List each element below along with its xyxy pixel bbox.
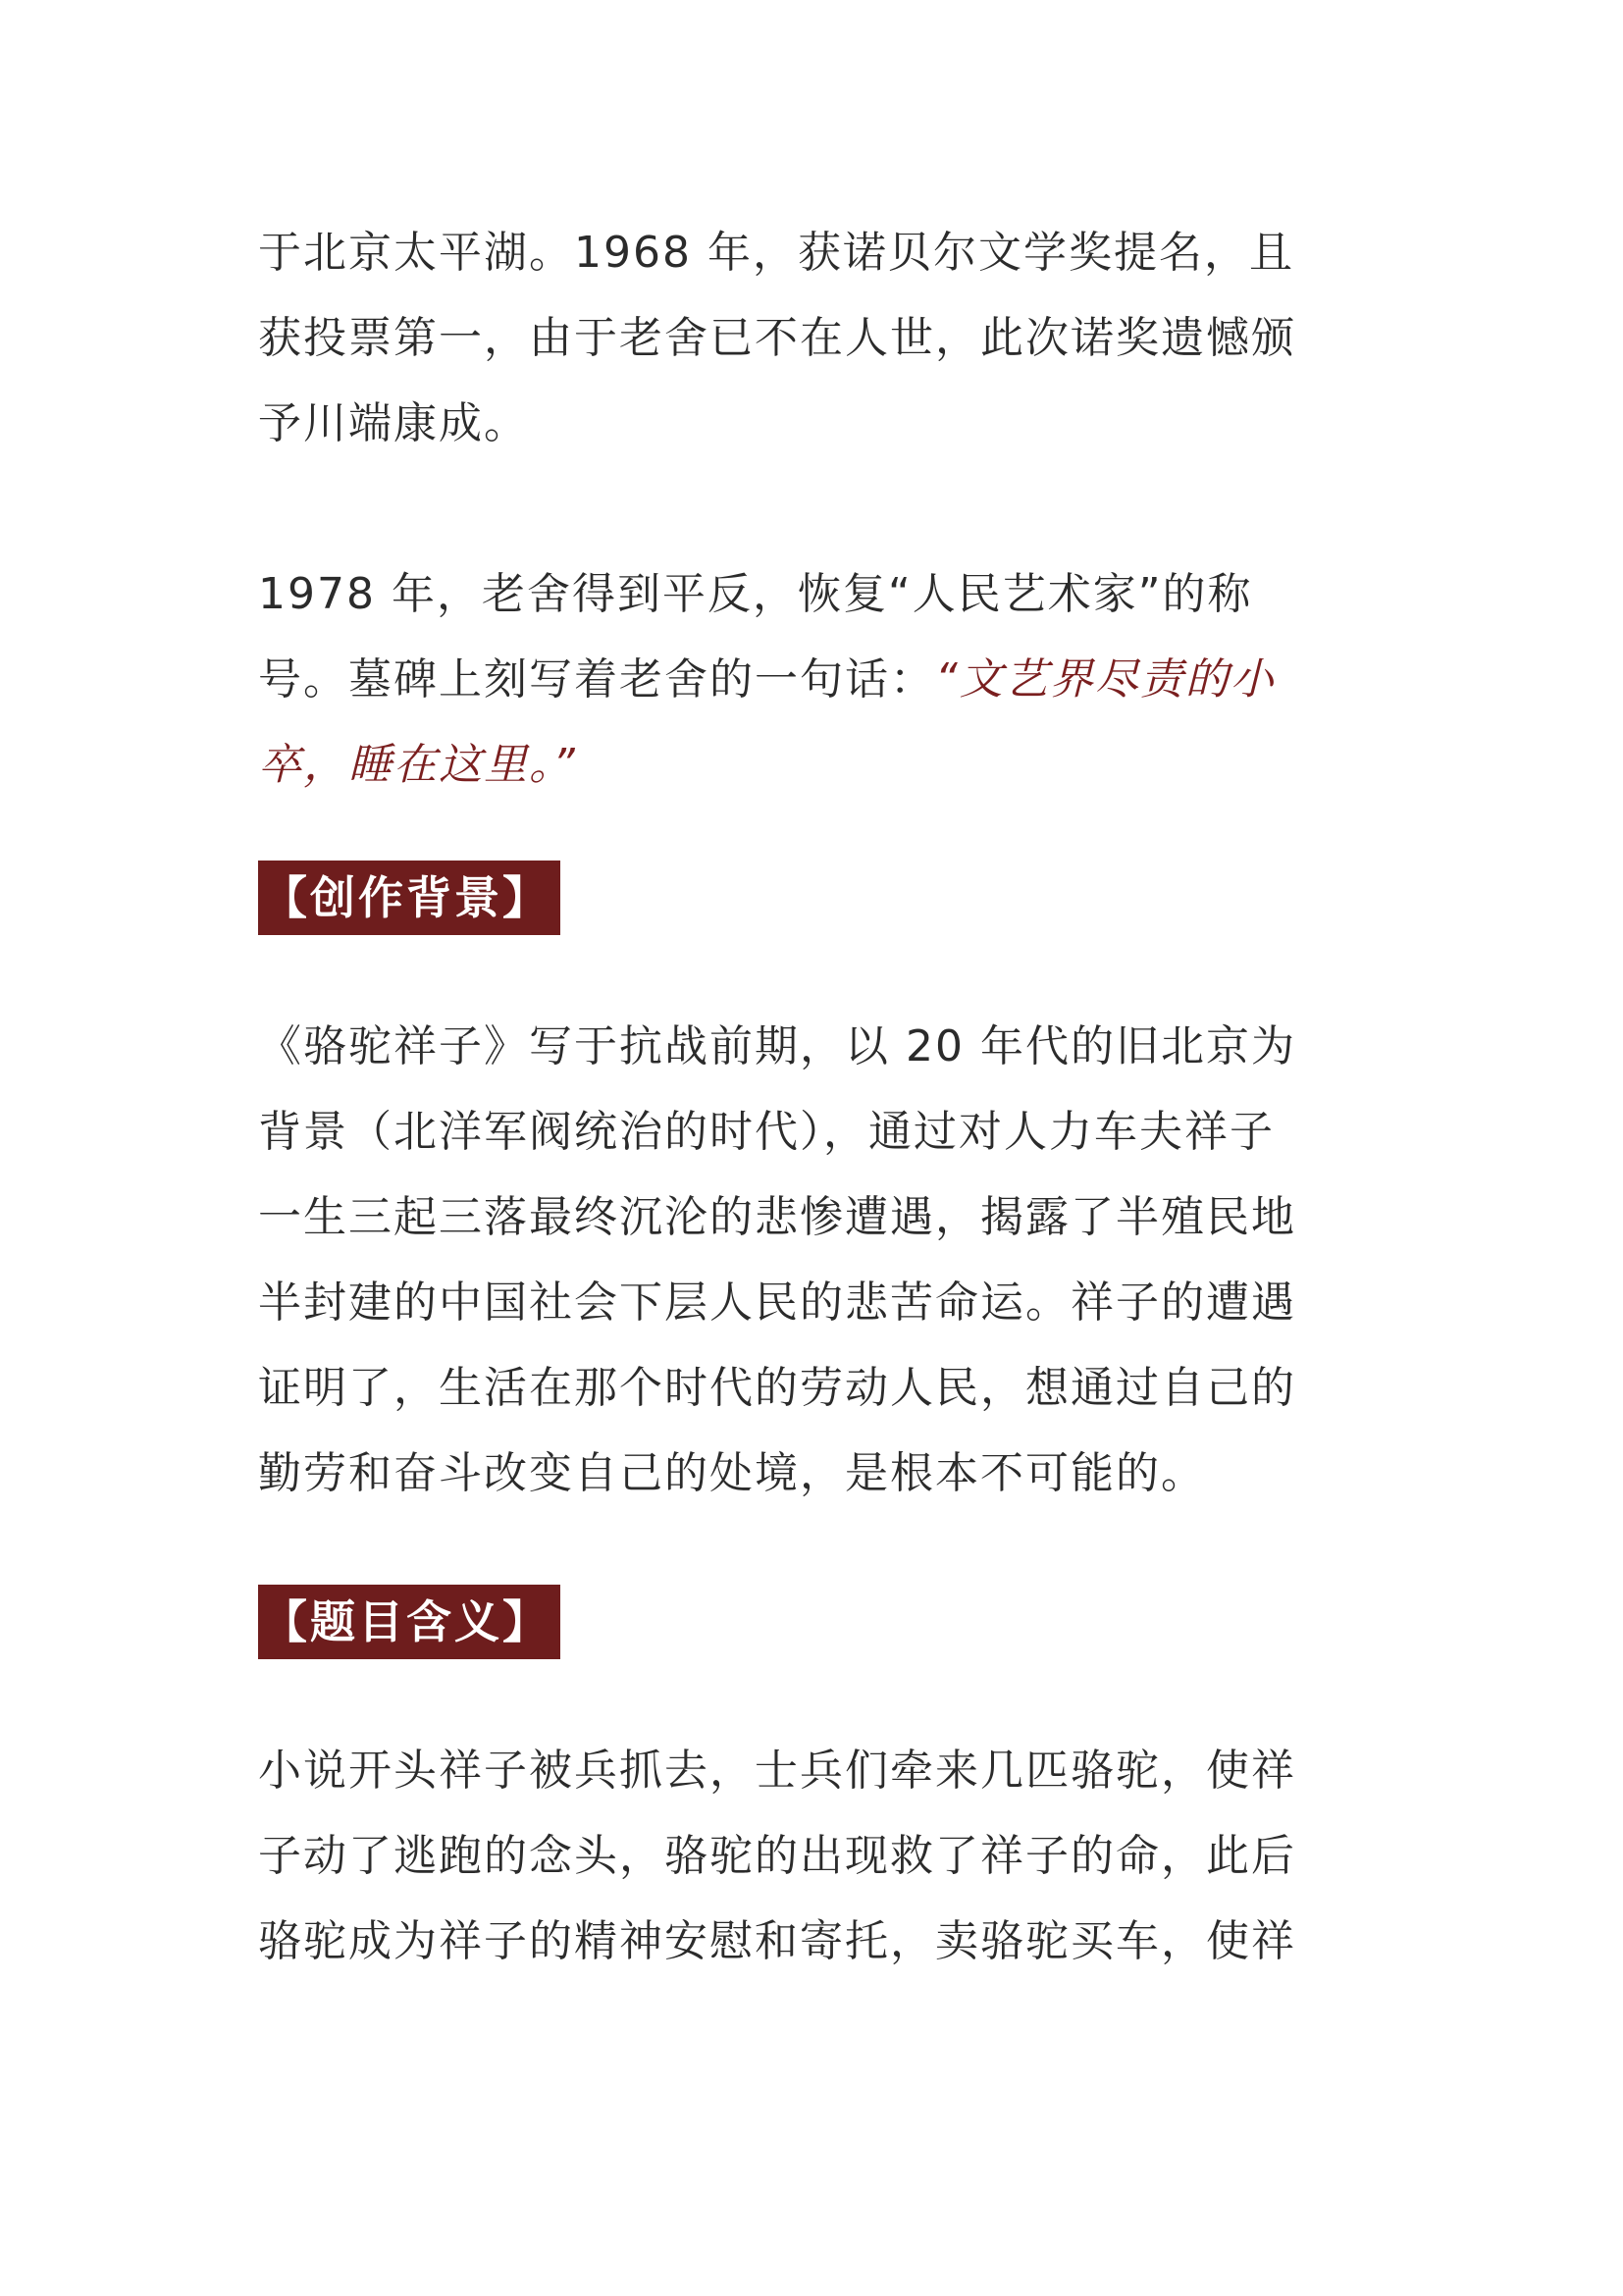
paragraph-rehabilitation bbox=[258, 551, 1377, 808]
text-line: 获投票第一，由于老舍已不在人世，此次诺奖遗憾颁 bbox=[258, 313, 1296, 363]
section-header-background bbox=[258, 861, 1377, 935]
text-line: 于北京太平湖。1968 年，获诺贝尔文学奖提名，且 bbox=[258, 228, 1294, 278]
section-gap bbox=[258, 1516, 1377, 1585]
article-body bbox=[258, 210, 1377, 1984]
text-line: 证明了，生活在那个时代的劳动人民，想通过自己的 bbox=[258, 1363, 1296, 1413]
section-title-meaning: 【题目含义】 bbox=[258, 1585, 560, 1659]
section-title-background: 【创作背景】 bbox=[258, 861, 560, 935]
section-gap bbox=[258, 1659, 1377, 1728]
text-line: 一生三起三落最终沉沦的悲惨遭遇，揭露了半殖民地 bbox=[258, 1192, 1296, 1242]
text-line: 背景（北洋军阀统治的时代），通过对人力车夫祥子 bbox=[258, 1107, 1275, 1157]
paragraph-background bbox=[258, 1004, 1377, 1516]
epitaph-quote-end: 卒，睡在这里。” bbox=[258, 740, 577, 790]
epitaph-quote: “文艺界尽责的小 bbox=[935, 654, 1276, 704]
paragraph-title-meaning bbox=[258, 1728, 1377, 1984]
paragraph-laoshe-death bbox=[258, 210, 1377, 466]
section-gap bbox=[258, 808, 1377, 861]
text-line: 半封建的中国社会下层人民的悲苦命运。祥子的遭遇 bbox=[258, 1278, 1296, 1328]
section-header-title-meaning bbox=[258, 1585, 1377, 1659]
text-line: 子动了逃跑的念头，骆驼的出现救了祥子的命，此后 bbox=[258, 1831, 1296, 1881]
text-line: 骆驼成为祥子的精神安慰和寄托，卖骆驼买车，使祥 bbox=[258, 1916, 1296, 1966]
text-line: 小说开头祥子被兵抓去，士兵们牵来几匹骆驼，使祥 bbox=[258, 1746, 1296, 1796]
paragraph-gap bbox=[258, 466, 1377, 551]
text-line bbox=[258, 637, 1377, 722]
text-plain: 号。墓碑上刻写着老舍的一句话： bbox=[258, 654, 935, 704]
section-gap bbox=[258, 935, 1377, 1004]
text-line: 1978 年，老舍得到平反，恢复“人民艺术家”的称 bbox=[258, 569, 1253, 619]
text-line: 予川端康成。 bbox=[258, 398, 529, 448]
text-line: 《骆驼祥子》写于抗战前期，以 20 年代的旧北京为 bbox=[258, 1021, 1296, 1071]
text-line: 勤劳和奋斗改变自己的处境，是根本不可能的。 bbox=[258, 1448, 1206, 1498]
